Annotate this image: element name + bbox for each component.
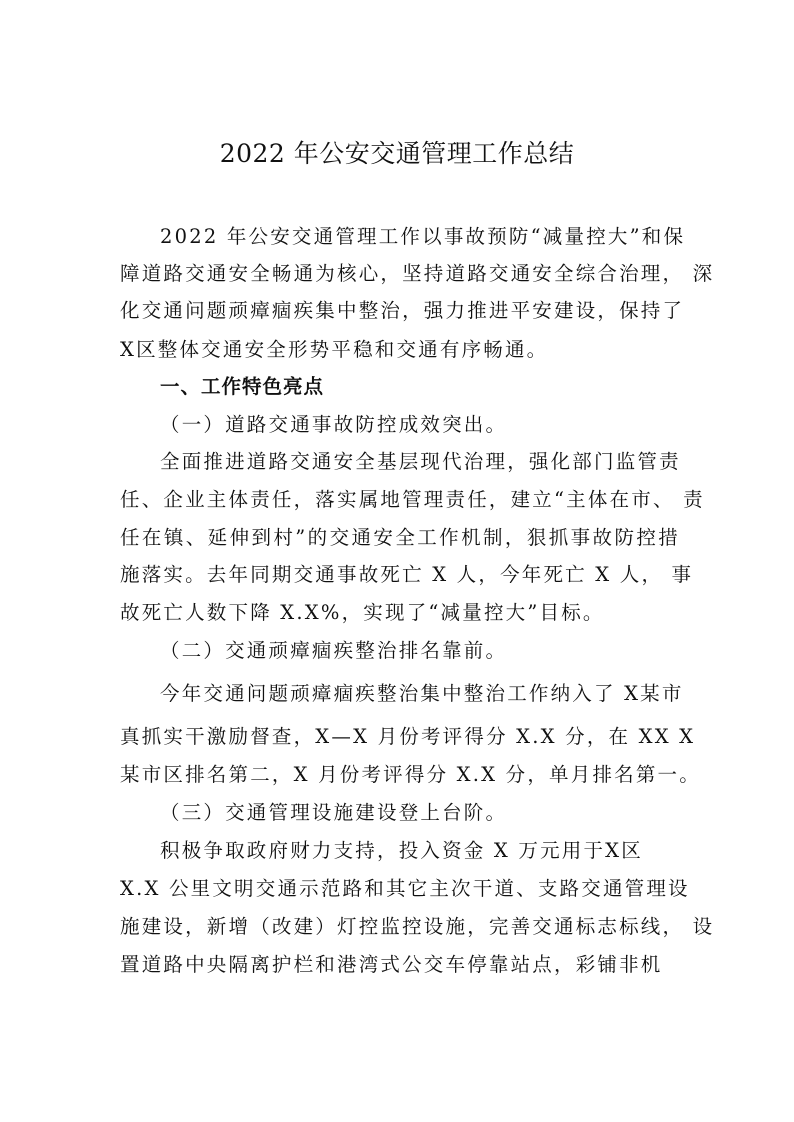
section-heading: 一、工作特色亮点 (160, 375, 325, 398)
page-title: 2022 年公安交通管理工作总结 (219, 139, 575, 168)
paragraph-line: 故死亡人数下降 X.X%，实现了“减量控大”目标。 (120, 601, 605, 624)
paragraph-line: 任在镇、延伸到村”的交通安全工作机制，狠抓事故防控措 (120, 526, 680, 549)
paragraph-line: 今年交通问题顽瘴痼疾整治集中整治工作纳入了 X某市 (160, 682, 684, 705)
paragraph-line: 置道路中央隔离护栏和港湾式公交车停靠站点，彩铺非机 (120, 953, 663, 976)
paragraph-line: 积极争取政府财力支持，投入资金 X 万元用于X区 (160, 839, 643, 862)
paragraph-line: 某市区排名第二，X 月份考评得分 X.X 分，单月排名第一。 (120, 763, 701, 786)
subsection-heading: （三）交通管理设施建设登上台阶。 (160, 801, 508, 824)
paragraph-line: 化交通问题顽瘴痼疾集中整治，强力推进平安建设，保持了 (120, 299, 685, 322)
paragraph-line: 任、企业主体责任，落实属地管理责任，建立“主体在市、 责 (120, 488, 705, 511)
subsection-heading: （一）道路交通事故防控成效突出。 (160, 413, 508, 436)
paragraph-line: 全面推进道路交通安全基层现代治理，强化部门监管责 (160, 450, 681, 473)
paragraph-line: X.X 公里文明交通示范路和其它主次干道、支路交通管理设 (120, 877, 690, 900)
paragraph-line: 施建设，新增（改建）灯控监控设施，完善交通标志标线， 设 (120, 915, 715, 938)
paragraph-line: 施落实。去年同期交通事故死亡 X 人，今年死亡 X 人， 事 (120, 563, 694, 586)
subsection-heading: （二）交通顽瘴痼疾整治排名靠前。 (160, 639, 508, 662)
paragraph-line: X区整体交通安全形势平稳和交通有序畅通。 (120, 338, 549, 361)
paragraph-line: 障道路交通安全畅通为核心，坚持道路交通安全综合治理， 深 (120, 262, 715, 285)
paragraph-line: 真抓实干激励督查，X—X 月份考评得分 X.X 分，在 XX X (120, 725, 696, 748)
paragraph-line: 2022 年公安交通管理工作以事故预防“减量控大”和保 (160, 225, 686, 248)
